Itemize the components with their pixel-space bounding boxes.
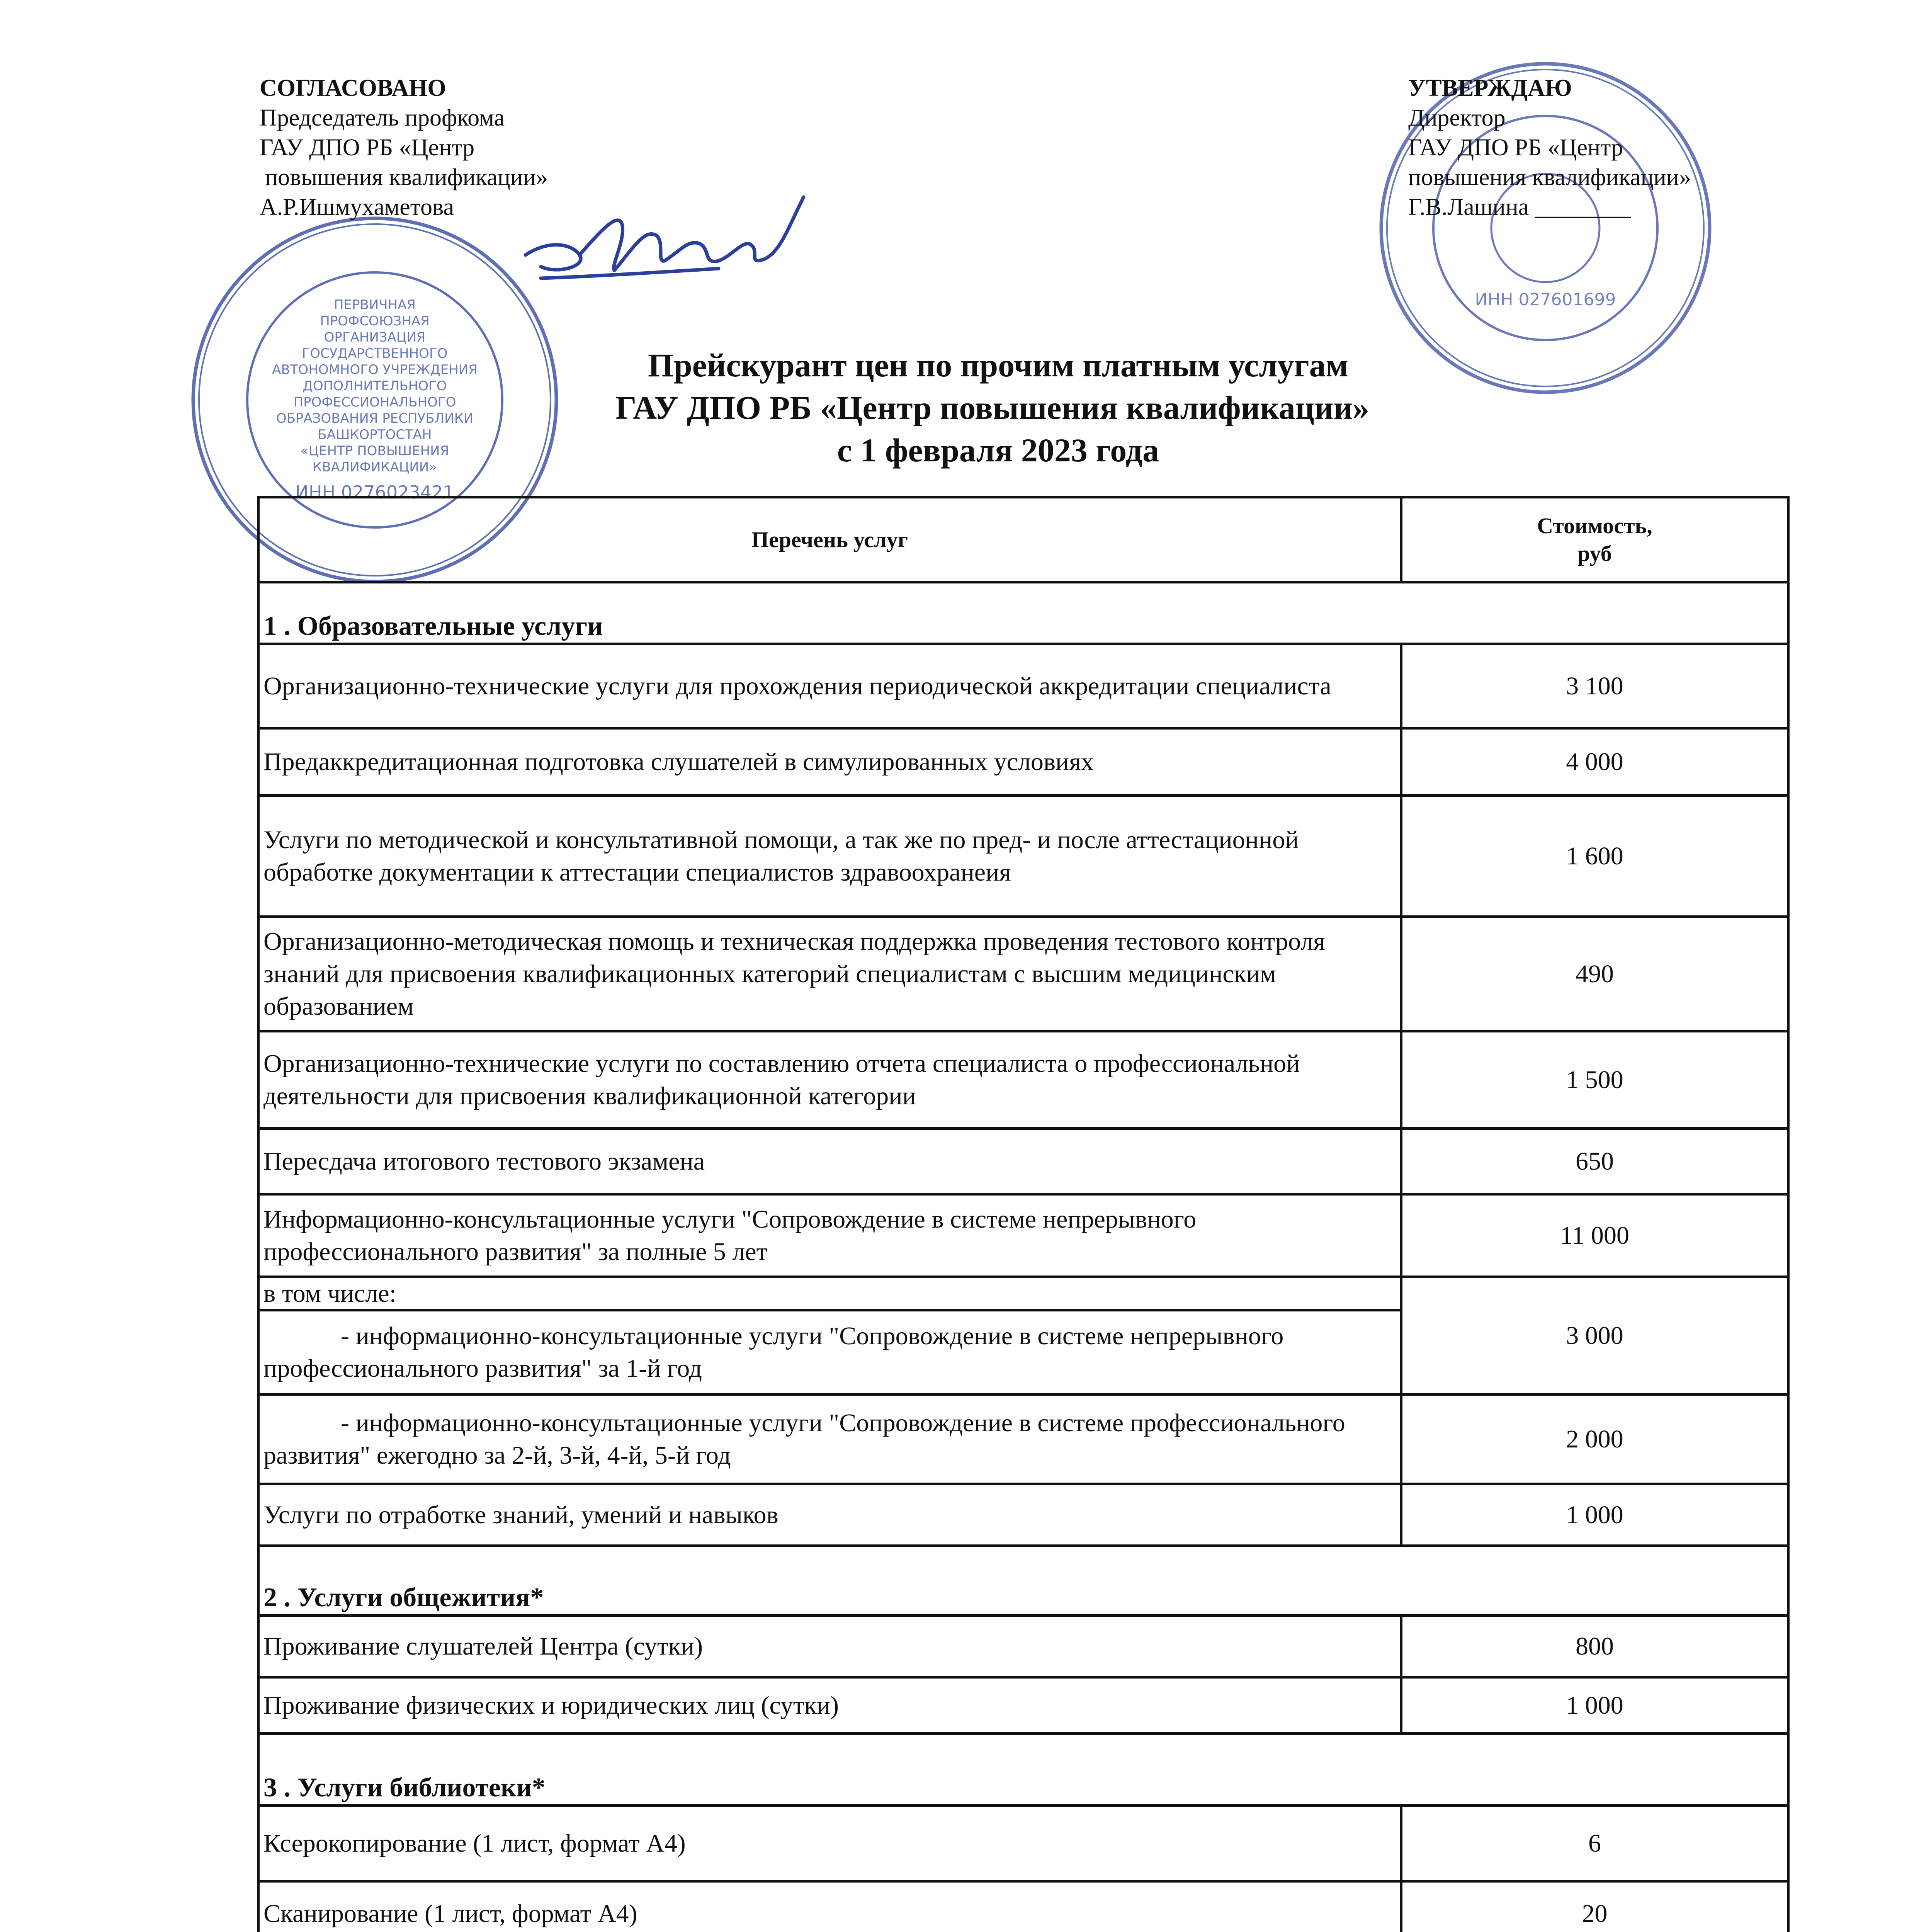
- service-name: Проживание слушателей Центра (сутки): [258, 1616, 1401, 1677]
- approval-line: Г.В.Лашина ________: [1408, 194, 1631, 220]
- section-title: 1 . Образовательные услуги: [258, 582, 1788, 644]
- seal-line: «ЦЕНТР ПОВЫШЕНИЯ: [300, 443, 449, 459]
- service-name: Услуги по отработке знаний, умений и навыков: [258, 1484, 1401, 1546]
- service-name: Организационно-технические услуги по составлению отчета специалиста о профессиональной деятельности для присвоения квалификационной категории: [258, 1031, 1401, 1129]
- service-name: Ксерокопирование (1 лист, формат А4): [258, 1806, 1401, 1881]
- service-price: 1 000: [1401, 1677, 1788, 1734]
- service-name: Сканирование (1 лист, формат А4): [258, 1881, 1401, 1932]
- service-name: Организационно-технические услуги для прохождения периодической аккредитации специалиста: [258, 644, 1401, 728]
- approval-heading-right: УТВЕРЖДАЮ: [1408, 75, 1572, 101]
- column-header-service: Перечень услуг: [258, 497, 1401, 582]
- approval-line: Директор: [1408, 105, 1506, 131]
- title-line: Прейскурант цен по прочим платным услугам: [648, 347, 1349, 384]
- service-price: 1 600: [1401, 796, 1788, 917]
- profcom-signature: [518, 182, 811, 305]
- approval-line: А.Р.Ишмухаметова: [260, 194, 454, 220]
- table-row: [258, 917, 1788, 1031]
- seal-line: АВТОНОМНОГО УЧРЕЖДЕНИЯ: [272, 362, 478, 378]
- service-subitem: - информационно-консультационные услуги "Сопровождение в системе профессионального развития" ежегодно за 2-й, 3-й, 4-й, 5-й год: [263, 1408, 1345, 1469]
- section-row: [258, 1734, 1788, 1806]
- service-price: 20: [1401, 1881, 1788, 1932]
- table-row: [258, 1277, 1788, 1310]
- section-title: 3 . Услуги библиотеки*: [258, 1734, 1788, 1806]
- service-price: 1 000: [1401, 1484, 1788, 1546]
- seal-line: ГОСУДАРСТВЕННОГО: [302, 346, 448, 361]
- approval-line: повышения квалификации»: [265, 164, 548, 190]
- seal-inn: ИНН 027601699: [1475, 290, 1616, 310]
- seal-line: ДОПОЛНИТЕЛЬНОГО: [303, 378, 447, 394]
- table-row: [258, 1395, 1788, 1484]
- service-name: в том числе:: [258, 1277, 1401, 1310]
- service-name: Услуги по методической и консультативной помощи, а так же по пред- и после аттестационной обработке документации к аттестации специалистов здравоохранеия: [258, 796, 1401, 917]
- approval-block-right: [1408, 73, 1795, 222]
- table-row: [258, 1806, 1788, 1881]
- table-row: [258, 1677, 1788, 1734]
- section-row: [258, 1546, 1788, 1616]
- section-title: 2 . Услуги общежития*: [258, 1546, 1788, 1616]
- seal-line: КВАЛИФИКАЦИИ»: [313, 459, 437, 475]
- seal-line: БАШКОРТОСТАН: [318, 427, 432, 442]
- document-title: [0, 344, 1919, 471]
- service-name: [258, 1310, 1401, 1395]
- section-row: [258, 582, 1788, 644]
- service-price: 490: [1401, 917, 1788, 1031]
- service-name: Предаккредитационная подготовка слушателей в симулированных условиях: [258, 728, 1401, 796]
- service-name: [258, 1395, 1401, 1484]
- seal-line: ПРОФЕССИОНАЛЬНОГО: [293, 395, 456, 410]
- table-row: [258, 1031, 1788, 1129]
- column-header-price: Стоимость, руб: [1401, 497, 1788, 582]
- service-price: 11 000: [1401, 1194, 1788, 1277]
- seal-line: ОБРАЗОВАНИЯ РЕСПУБЛИКИ: [276, 411, 474, 426]
- table-row: [258, 1194, 1788, 1277]
- table-header-row: [258, 497, 1788, 582]
- approval-line: ГАУ ДПО РБ «Центр: [260, 134, 475, 161]
- service-price: 3 000: [1401, 1277, 1788, 1395]
- seal-line: ОРГАНИЗАЦИЯ: [324, 330, 426, 345]
- table-row: [258, 728, 1788, 796]
- seal-inn: ИНН 0276023421: [295, 482, 454, 503]
- table-row: [258, 644, 1788, 728]
- table-row: [258, 1129, 1788, 1194]
- seal-line: ПРОФСОЮЗНАЯ: [320, 313, 430, 329]
- service-name: Организационно-методическая помощь и техническая поддержка проведения тестового контроля знаний для присвоения квалификационных категорий специалистам с высшим медицинским образованием: [258, 917, 1401, 1031]
- service-price: 650: [1401, 1129, 1788, 1194]
- seal-line: ПЕРВИЧНАЯ: [333, 297, 416, 313]
- approval-heading-left: СОГЛАСОВАНО: [260, 75, 446, 101]
- table-row: [258, 1616, 1788, 1677]
- title-line: ГАУ ДПО РБ «Центр повышения квалификации»: [615, 389, 1370, 426]
- table-row: [258, 796, 1788, 917]
- service-name: Пересдача итогового тестового экзамена: [258, 1129, 1401, 1194]
- service-price: 2 000: [1401, 1395, 1788, 1484]
- service-price: 1 500: [1401, 1031, 1788, 1129]
- service-price: 3 100: [1401, 644, 1788, 728]
- service-price: 4 000: [1401, 728, 1788, 796]
- service-price: 6: [1401, 1806, 1788, 1881]
- service-name: Проживание физических и юридических лиц (сутки): [258, 1677, 1401, 1734]
- title-line: с 1 февраля 2023 года: [837, 432, 1159, 469]
- table-row: [258, 1881, 1788, 1932]
- approval-line: ГАУ ДПО РБ «Центр: [1408, 134, 1623, 161]
- approval-line: Председатель профкома: [260, 105, 505, 131]
- service-price: 800: [1401, 1616, 1788, 1677]
- approval-line: повышения квалификации»: [1408, 164, 1691, 190]
- service-name: Информационно-консультационные услуги "Сопровождение в системе непрерывного профессионального развития" за полные 5 лет: [258, 1194, 1401, 1277]
- table-row: [258, 1484, 1788, 1546]
- service-subitem: - информационно-консультационные услуги "Сопровождение в системе непрерывного профессионального развития" за 1-й год: [263, 1321, 1284, 1383]
- price-table: [257, 496, 1790, 1932]
